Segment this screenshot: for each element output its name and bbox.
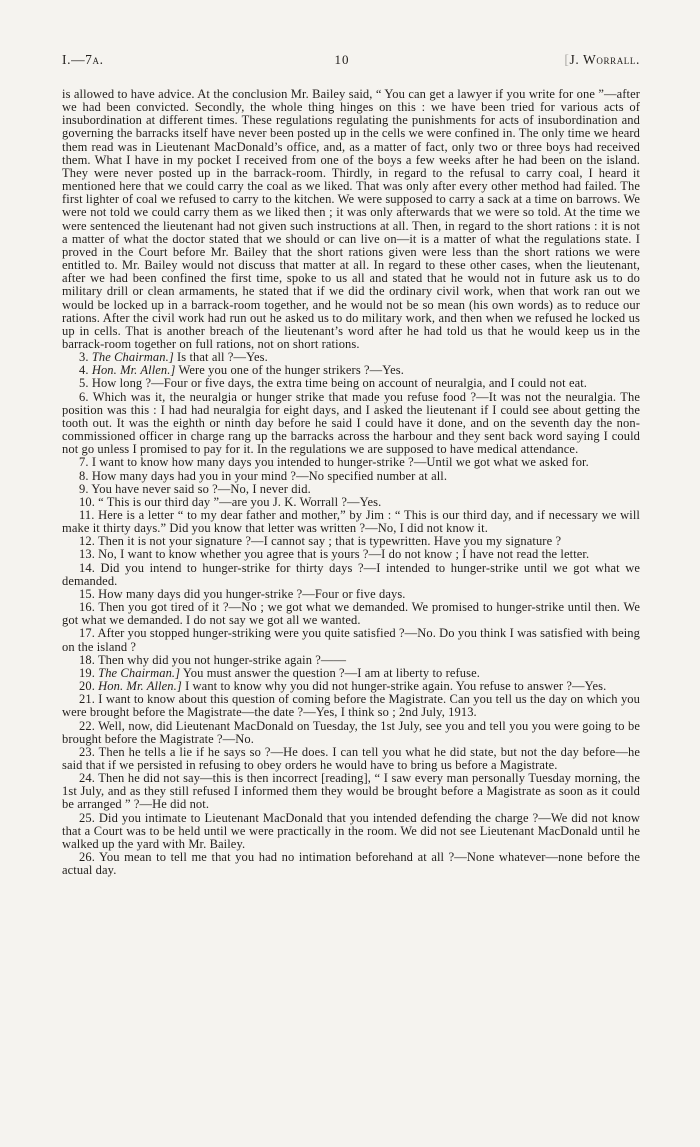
- qa-number: 13.: [79, 547, 99, 562]
- qa-number: 25.: [79, 810, 99, 825]
- qa-item: [62, 627, 640, 653]
- qa-number: 6.: [79, 389, 93, 404]
- qa-number: 26.: [79, 850, 99, 865]
- qa-speaker: Hon. Mr. Allen.]: [98, 679, 182, 694]
- qa-item: [62, 601, 640, 627]
- qa-number: 8.: [79, 468, 92, 483]
- qa-item: [62, 391, 640, 457]
- witness-name-text: J. Worrall.: [569, 52, 640, 67]
- qa-speaker: The Chairman.]: [91, 350, 174, 365]
- qa-item: [62, 812, 640, 851]
- qa-text: I want to know why you did not hunger-strike again. You refuse to answer ?—Yes.: [185, 679, 607, 694]
- qa-list: [62, 351, 640, 877]
- qa-text: How many days had you in your mind ?—No specified number at all.: [91, 468, 448, 483]
- qa-text: Then why did you not hunger-strike again ?——: [97, 652, 347, 667]
- qa-text: “ This is our third day ”—are you J. K. Worrall ?—Yes.: [98, 494, 382, 509]
- qa-text: Then you got tired of it ?—No ; we got what we demanded. We promised to hunger-strike until then. We got what we demanded. I do not say we got all we wanted.: [62, 600, 640, 628]
- page-body: [62, 88, 640, 877]
- qa-number: 14.: [79, 560, 101, 575]
- qa-text: Did you intend to hunger-strike for thirty days ?—I intended to hunger-strike until we got what we demanded.: [62, 560, 640, 588]
- qa-text: Did you intimate to Lieutenant MacDonald that you intended defending the charge ?—We did not know that a Court was to be held until we were practically in the room. We did not see Lieutenant MacDonald until he walked up the yard with Mr. Bailey.: [62, 810, 641, 851]
- qa-number: 9.: [79, 481, 92, 496]
- witness-name: [564, 52, 640, 68]
- qa-number: 7.: [79, 455, 92, 470]
- qa-text: Then it is not your signature ?—I cannot say ; that is typewritten. Have you my signature ?: [97, 534, 562, 549]
- qa-number: 12.: [79, 534, 98, 549]
- qa-text: You must answer the question ?—I am at liberty to refuse.: [182, 665, 480, 680]
- qa-number: 3.: [79, 350, 92, 365]
- qa-text: Then he did not say—this is then incorrect [reading], “ I saw every man personally Tuesday morning, the 1st July, and as they still refused I informed them they would be brought before a Magistrate as soon as it could be arranged ” ?—He did not.: [62, 771, 640, 812]
- qa-number: 24.: [79, 771, 99, 786]
- qa-text: Then he tells a lie if he says so ?—He does. I can tell you what he did state, but not the day before—he said that if we persisted in refusing to obey orders he would have to bring us before a Magistrate.: [62, 744, 640, 772]
- qa-speaker: Hon. Mr. Allen.]: [91, 363, 176, 378]
- qa-text: Here is a letter “ to my dear father and mother,” by Jim : “ This is our third day, and if necessary we will make it thirty days.” Did you know that letter was written ?—No, I did not know it.: [62, 508, 641, 536]
- qa-text: How many days did you hunger-strike ?—Four or five days.: [98, 586, 406, 601]
- qa-text: Were you one of the hunger strikers ?—Yes.: [178, 363, 404, 378]
- qa-number: 21.: [79, 692, 99, 707]
- qa-text: You have never said so ?—No, I never did.: [91, 481, 311, 496]
- qa-number: 16.: [79, 600, 99, 615]
- qa-number: 17.: [79, 626, 98, 641]
- qa-number: 5.: [79, 376, 92, 391]
- qa-item: [62, 746, 640, 772]
- page-number: 10: [334, 52, 350, 67]
- margin-bracket: [: [564, 52, 570, 67]
- qa-text: Which was it, the neuralgia or hunger strike that made you refuse food ?—It was not the neuralgia. The position was this : I had had neuralgia for eight days, and I asked the lieutenant if I could see about getting the tooth out. It was the eighth or ninth day before he said I could have it done, and on the seventh day the non-commissioned officer in charge rang up the barracks across the harbour and they sent back word saying I could not go unless I promised to pay for it. In the regulations we are supposed to have medical attendance.: [62, 389, 640, 457]
- qa-item: [62, 509, 640, 535]
- qa-text: I want to know how many days you intended to hunger-strike ?—Until we got what we asked for.: [91, 455, 589, 470]
- qa-number: 18.: [79, 652, 98, 667]
- qa-number: 19.: [79, 665, 99, 680]
- qa-text: I want to know about this question of coming before the Magistrate. Can you tell us the day on which you were brought before the Magistrate—the date ?—Yes, I think so ; 2nd July, 1913.: [62, 692, 640, 720]
- qa-number: 20.: [79, 679, 99, 694]
- qa-number: 23.: [79, 744, 99, 759]
- testimony-continuation-paragraph: is allowed to have advice. At the conclusion Mr. Bailey said, “ You can get a lawyer if you write for one ”—after we had been convicted. Secondly, the whole thing hinges on this : we have been tried for various acts of insubordination at different times. These regulations regulating the punishments for acts of insubordination and governing the barracks itself have never been posted up in the cells we were confined in. The only time we heard them read was in Lieutenant MacDonald’s office, and, as a matter of fact, only two or three boys had received them. What I have in my pocket I received from one of the boys a few weeks after he had been on the island. They were never posted up in the barrack-room. Thirdly, in regard to the refusal to carry coal, I heard it mentioned here that we could carry the coal as we liked. That was only after every other method had failed. The first lighter of coal we refused to carry to the kitchen. We were supposed to carry a sack at a time on barrows. We were not told we could carry them as we liked then ; it was only afterwards that we were so told. At the time we were sentenced the lieutenant had not given such instructions at all. Then, in regard to the short rations : it is not a matter of what the doctor stated that we should or can live on—it is a matter of what the regulations state. I proved in the Court before Mr. Bailey that the short rations given were less than the short rations we were entitled to. Mr. Bailey would not discuss that matter at all. In regard to these other cases, when the lieutenant, after we had been confined the first time, spoke to us all and stated that he would not in future ask us to do military drill or clean armaments, he stated that if we did the ordinary civil work, when that work ran out we would be locked up in a barrack-room together, and he would not be so mean (his own words) as to reduce our rations. After the civil work had run out he asked us to do military work, and then when we refused he locked us up in cells. That is another breach of the lieutenant’s word after he had told us that he would keep us in the barrack-room together on full rations, not on short rations.: [62, 87, 640, 351]
- qa-item: [62, 851, 640, 877]
- qa-number: 11.: [79, 508, 99, 522]
- qa-text: How long ?—Four or five days, the extra time being on account of neuralgia, and I could not eat.: [91, 376, 588, 391]
- qa-number: 15.: [79, 586, 99, 601]
- qa-number: 22.: [79, 718, 99, 733]
- qa-text: After you stopped hunger-striking were you quite satisfied ?—No. Do you think I was satisfied with being on the island ?: [62, 626, 640, 654]
- qa-text: Well, now, did Lieutenant MacDonald on Tuesday, the 1st July, see you and tell you you were going to be brought before the Magistrate ?—No.: [62, 718, 640, 746]
- folio-number: I.—7a.: [62, 52, 104, 67]
- qa-item: [62, 720, 640, 746]
- qa-item: [62, 693, 640, 719]
- qa-number: 4.: [79, 363, 92, 378]
- qa-item: [62, 772, 640, 811]
- qa-text: You mean to tell me that you had no intimation beforehand at all ?—None whatever—none before the actual day.: [62, 850, 640, 878]
- qa-text: Is that all ?—Yes.: [177, 350, 268, 365]
- qa-item: [62, 562, 640, 588]
- qa-speaker: The Chairman.]: [98, 665, 181, 680]
- qa-text: No, I want to know whether you agree that is yours ?—I do not know ; I have not read the letter.: [98, 547, 590, 562]
- qa-number: 10.: [79, 494, 99, 509]
- page-header: [62, 52, 640, 68]
